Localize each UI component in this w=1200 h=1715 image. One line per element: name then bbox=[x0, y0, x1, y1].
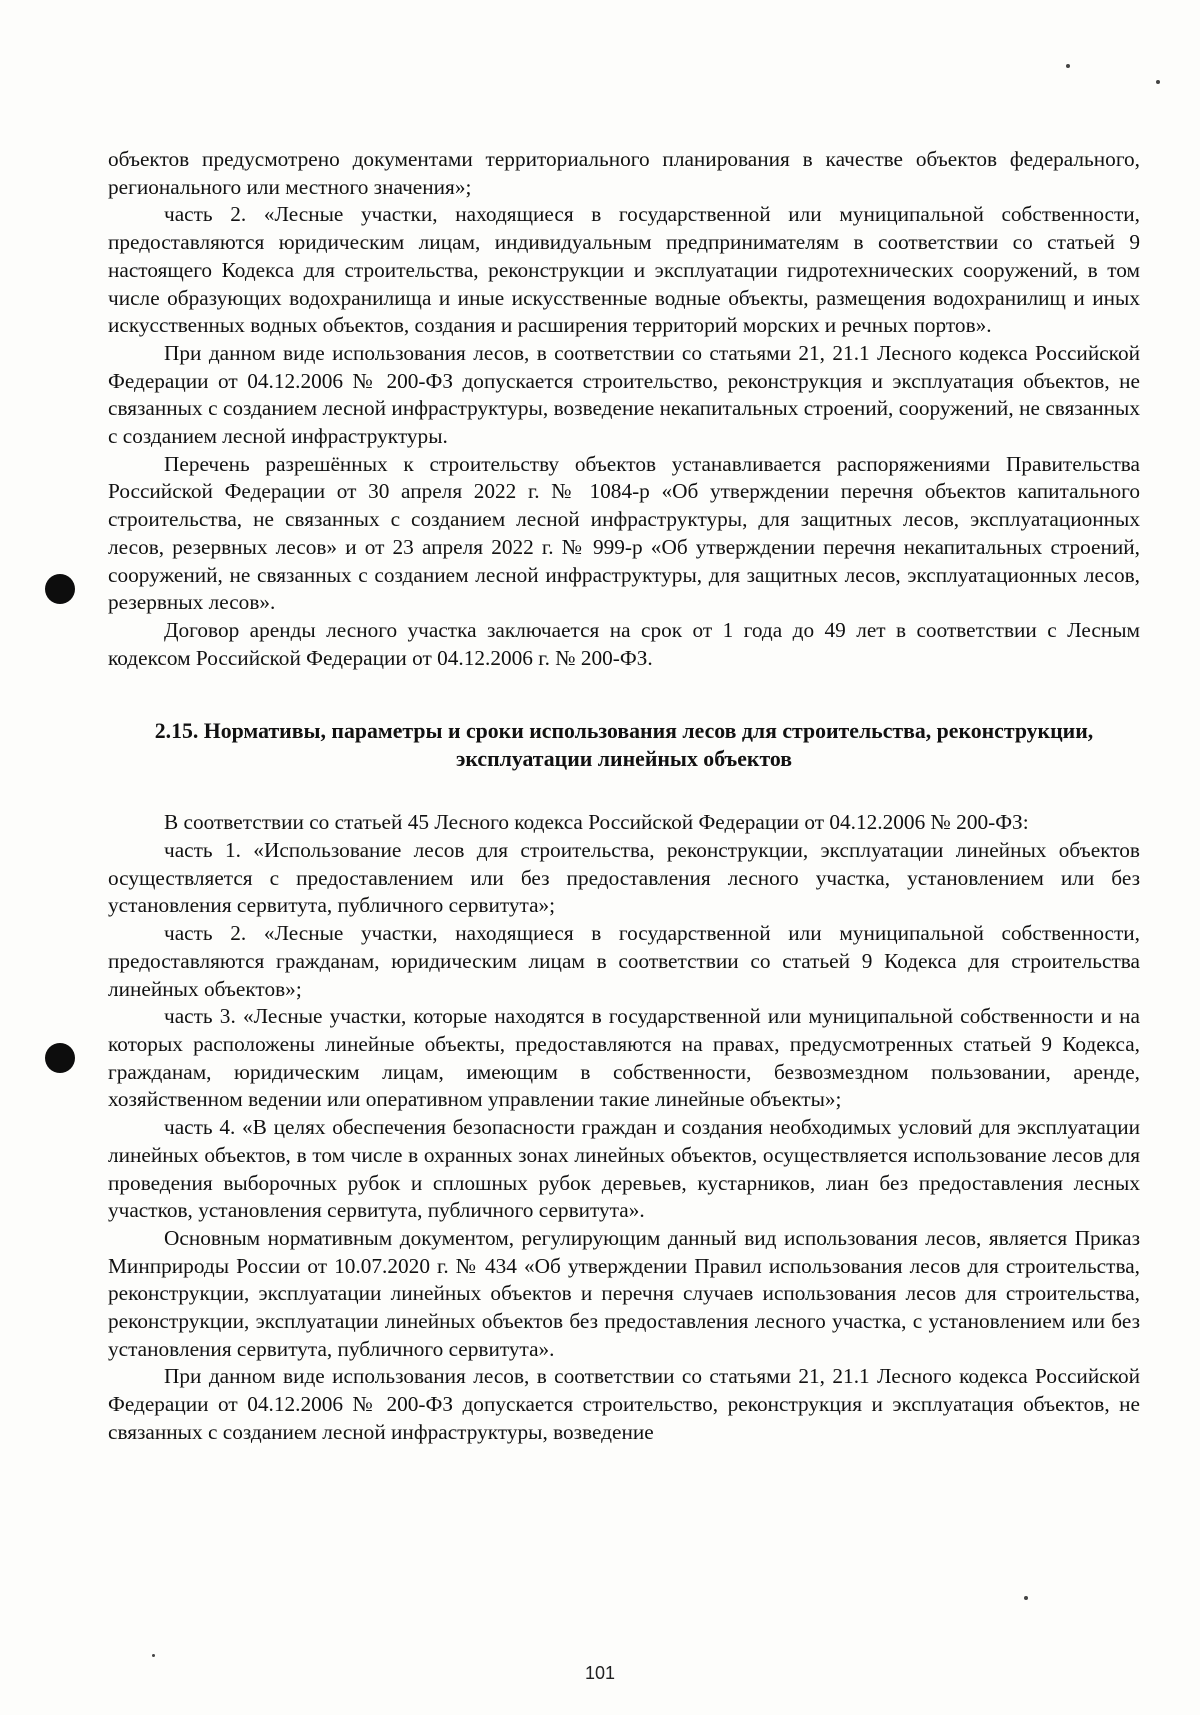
paragraph: часть 3. «Лесные участки, которые находятся в государственной или муниципальной собственности и на которых расположены линейные объекты, предоставляются на правах, предусмотренных статьей 9 Кодекса, гражданам, юридическим лицам, имеющим в собственности, безвозмездном пользовании, аренде, хозяйственном ведении или оперативном управлении такие линейные объекты»; bbox=[108, 1004, 1140, 1112]
paragraph: Основным нормативным документом, регулирующим данный вид использования лесов, является Приказ Минприроды России от 10.07.2020 г. № 434 «Об утверждении Правил использования лесов для строительства, реконструкции, эксплуатации линейных объектов и перечня случаев использования лесов для строительства, реконструкции, эксплуатации линейных объектов без предоставления лесного участка, с установлением или без установления сервитута, публичного сервитута». bbox=[108, 1225, 1140, 1361]
document-body bbox=[108, 146, 1140, 1447]
scan-speck bbox=[1156, 80, 1160, 84]
page-number: 101 bbox=[584, 1663, 616, 1683]
paragraph: Договор аренды лесного участка заключается на срок от 1 года до 49 лет в соответствии с Лесным кодексом Российской Федерации от 04.12.2006 г. № 200-ФЗ. bbox=[108, 617, 1140, 670]
scan-speck bbox=[1024, 1596, 1028, 1600]
paragraph: При данном виде использования лесов, в соответствии со статьями 21, 21.1 Лесного кодекса Российской Федерации от 04.12.2006 № 200-ФЗ допускается строительство, реконструкция и эксплуатация объектов, не связанных с созданием лесной инфраструктуры, возведение bbox=[108, 1364, 1140, 1444]
paragraph: объектов предусмотрено документами территориального планирования в качестве объектов федерального, регионального или местного значения»; bbox=[108, 147, 1140, 199]
section-heading: 2.15. Нормативы, параметры и сроки использования лесов для строительства, реконструкции, эксплуатации линейных объектов bbox=[154, 719, 1094, 772]
paragraph: Перечень разрешённых к строительству объектов устанавливается распоряжениями Правительства Российской Федерации от 30 апреля 2022 г. № 1084-р «Об утверждении перечня объектов капитального строительства, не связанных с созданием лесной инфраструктуры, для защитных лесов, эксплуатационных лесов, резервных лесов» и от 23 апреля 2022 г. № 999-р «Об утверждении перечня некапитальных строений, сооружений, не связанных с созданием лесной инфраструктуры, для защитных лесов, эксплуатационных лесов, резервных лесов». bbox=[108, 451, 1140, 615]
paragraph: часть 1. «Использование лесов для строительства, реконструкции, эксплуатации линейных объектов осуществляется с предоставлением или без предоставления лесного участка, установлением или без установления сервитута, публичного сервитута»; bbox=[108, 838, 1140, 918]
paragraph: При данном виде использования лесов, в соответствии со статьями 21, 21.1 Лесного кодекса Российской Федерации от 04.12.2006 № 200-ФЗ допускается строительство, реконструкция и эксплуатация объектов, не связанных с созданием лесной инфраструктуры, возведение некапитальных строений, сооружений, не связанных с созданием лесной инфраструктуры. bbox=[108, 340, 1140, 449]
scan-speck bbox=[152, 1654, 155, 1657]
paragraph: часть 2. «Лесные участки, находящиеся в государственной или муниципальной собственности, предоставляются гражданам, юридическим лицам в соответствии со статьей 9 Кодекса для строительства линейных объектов»; bbox=[108, 921, 1140, 1001]
paragraph: часть 4. «В целях обеспечения безопасности граждан и создания необходимых условий для эксплуатации линейных объектов, в том числе в охранных зонах линейных объектов, осуществляется использование лесов для проведения выборочных рубок и сплошных рубок деревьев, кустарников, лиан без предоставления лесных участков, установления сервитута, публичного сервитута». bbox=[108, 1115, 1140, 1223]
paragraph: часть 2. «Лесные участки, находящиеся в государственной или муниципальной собственности, предоставляются юридическим лицам, индивидуальным предпринимателям в соответствии со статьей 9 настоящего Кодекса для строительства, реконструкции и эксплуатации гидротехнических сооружений, в том числе образующих водохранилища и иные искусственные водные объекты, размещения водохранилищ и иных искусственных водных объектов, создания и расширения территорий морских и речных портов». bbox=[108, 202, 1140, 338]
punch-hole bbox=[45, 1043, 75, 1073]
paragraph: В соответствии со статьей 45 Лесного кодекса Российской Федерации от 04.12.2006 № 200-ФЗ: bbox=[164, 810, 1029, 835]
scan-speck bbox=[1066, 64, 1070, 68]
punch-hole bbox=[45, 574, 75, 604]
